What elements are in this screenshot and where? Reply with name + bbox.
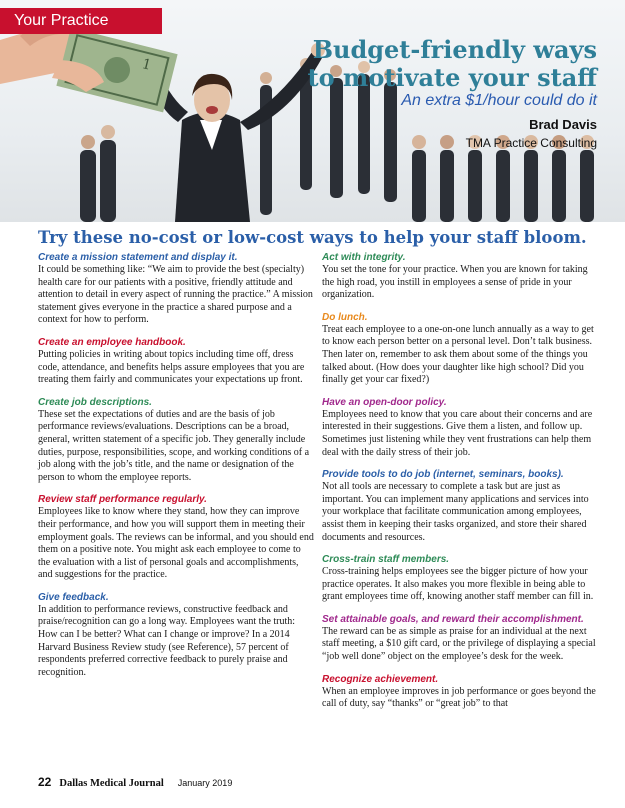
tip-heading: Set attainable goals, and reward their accomplishment. xyxy=(322,613,584,625)
tip-item xyxy=(38,252,315,327)
article-title xyxy=(307,36,597,92)
tip-body: Putting policies in writing about topics including time off, dress code, attendance, and benefits helps assure employees that you are treating them fairly and communicates your expectations up front. xyxy=(38,348,305,386)
tip-heading: Create job descriptions. xyxy=(38,396,152,408)
left-column xyxy=(38,252,315,689)
title-line-2: to motivate your staff xyxy=(307,63,597,92)
tip-body: It could be something like: “We aim to provide the best (specialty) health care for our patients with a positive, friendly attitude and attention to detail in every aspect of running the practice.” A mission statement gives everyone in the practice a shared purpose and a context for how to perform. xyxy=(38,264,313,326)
tip-body: Employees need to know that you care about their concerns and are interested in their suggestions. Give them a listen, and follow up. Sometimes just listening while they vent frustrations can help them deal with the daily stress of their job. xyxy=(322,408,593,458)
tip-item xyxy=(38,494,315,582)
page-footer xyxy=(38,773,232,791)
hero-photo xyxy=(0,0,625,222)
tip-heading: Create an employee handbook. xyxy=(38,336,186,348)
title-line-1: Budget-friendly ways xyxy=(312,35,597,64)
issue-date: January 2019 xyxy=(177,778,233,788)
journal-name: Dallas Medical Journal xyxy=(59,778,164,789)
author-affiliation: TMA Practice Consulting xyxy=(465,136,597,150)
tip-body: Treat each employee to a one-on-one lunch annually as a way to get to know each person better on a personal level. Don’t talk business. Then later on, remember to ask them about some of the things you talked about. (How does your daughter like high school? Did you finally get your car fixed?) xyxy=(322,323,594,386)
tip-item xyxy=(322,397,599,459)
svg-text:1: 1 xyxy=(140,56,153,74)
tip-heading: Review staff performance regularly. xyxy=(38,494,207,506)
tip-body: These set the expectations of duties and are the basis of job performance reviews/evaluations. Descriptions can be a broad, general, written statement of a specific job. They generally include duties, purpose, responsibilities, scope, and working conditions of a job along with the job’s title, and the name or designation of the person to whom the employee reports. xyxy=(38,408,310,483)
section-tab: Your Practice xyxy=(0,8,162,34)
tip-heading: Have an open-door policy. xyxy=(322,396,447,408)
tip-heading: Recognize achievement. xyxy=(322,673,439,685)
tip-heading: Create a mission statement and display it. xyxy=(38,252,238,263)
tip-item xyxy=(322,312,599,387)
tip-heading: Cross-train staff members. xyxy=(322,554,450,566)
tip-body: When an employee improves in job performance or goes beyond the call of duty, say “thanks” or “great job” to that xyxy=(322,685,596,710)
tip-body: Not all tools are necessary to complete a task but are just as important. You can implement many applications and services into your workplace that facilitate communication among employees, assist them in keeping their tasks organized, and store their shared documents and resources. xyxy=(322,481,589,543)
intro-heading: Try these no-cost or low-cost ways to help your staff bloom. xyxy=(38,228,587,247)
tip-heading: Provide tools to do job (internet, seminars, books). xyxy=(322,469,564,481)
tip-body: You set the tone for your practice. When you are known for taking the high road, you instill in employees a sense of pride in your organization. xyxy=(322,264,588,301)
tip-item xyxy=(322,614,599,664)
tip-item xyxy=(38,592,315,680)
author-name: Brad Davis xyxy=(529,117,597,132)
tip-item xyxy=(322,674,599,711)
tip-item xyxy=(322,252,599,302)
cheering-woman-icon xyxy=(150,43,325,222)
tip-item xyxy=(38,397,315,485)
tip-body: Cross-training helps employees see the bigger picture of how your practice operates. It also makes you more flexible in being able to grant employees time off, knowing another staff member can fill in. xyxy=(322,566,594,603)
tip-heading: Act with integrity. xyxy=(322,252,406,263)
right-column xyxy=(322,252,599,721)
tip-body: In addition to performance reviews, constructive feedback and praise/recognition can go a long way. Employees want the truth: How can I be better? What can I change or improve? In a 2014 Harvard Business Review study (see Reference), 57 percent of respondents preferred corrective feedback to purely praise and recognition. xyxy=(38,603,296,678)
tip-heading: Give feedback. xyxy=(38,591,109,603)
tip-item xyxy=(322,469,599,544)
tip-body: Employees like to know where they stand, how they can improve their performance, and how you will support them in meeting their employment goals. The reviews can be informal, and you should end them on a positive note. You might ask each employee to come to the evaluation with a list of personal goals and accomplishments, and suggestions for the practice. xyxy=(38,506,314,581)
article-subtitle: An extra $1/hour could do it xyxy=(401,92,597,109)
tip-body: The reward can be as simple as praise for an individual at the next staff meeting, a $10 gift card, or the privilege of displaying a special “job well done” object on the employee’s desk for the week. xyxy=(322,625,596,663)
tip-item xyxy=(38,337,315,387)
hand-with-dollar-bill-icon xyxy=(0,21,178,112)
tip-item xyxy=(322,554,599,604)
tip-heading: Do lunch. xyxy=(322,311,368,323)
page-number: 22 xyxy=(38,775,52,789)
